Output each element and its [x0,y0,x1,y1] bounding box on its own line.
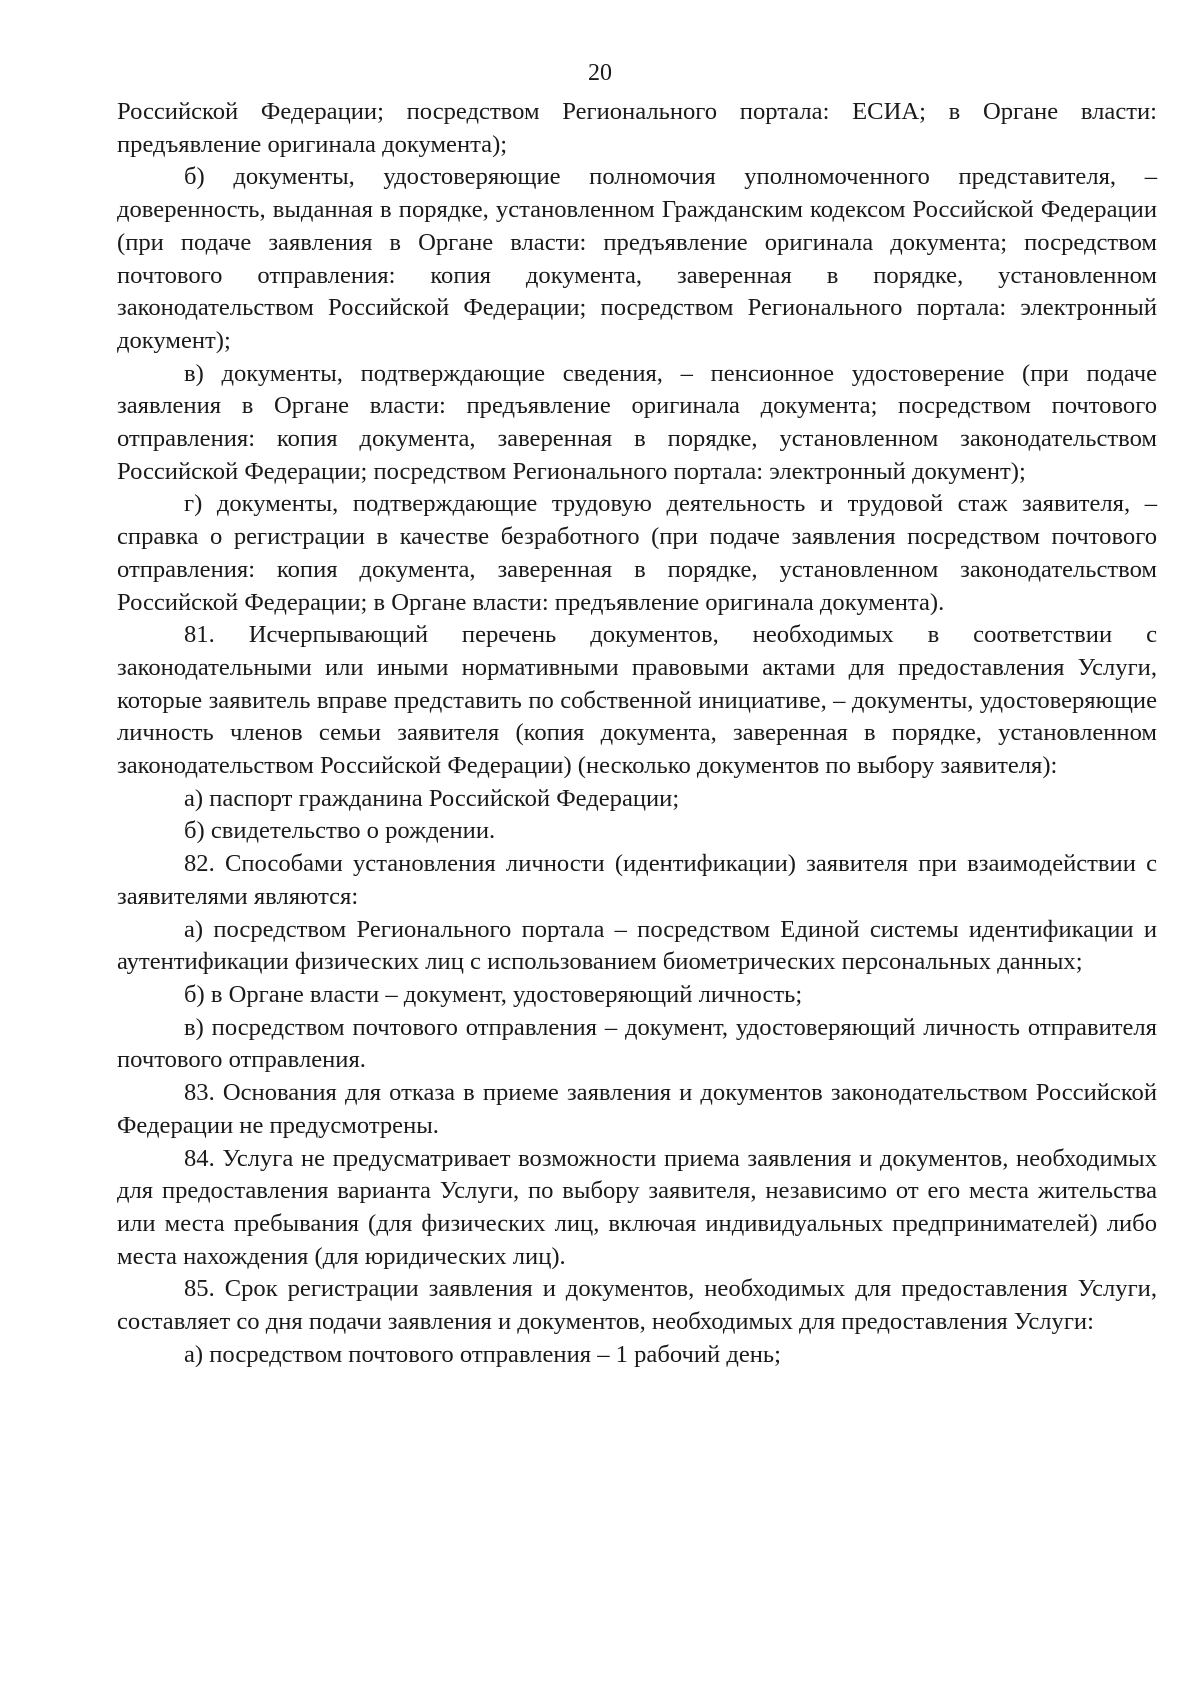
paragraph-item-g-employment-docs: г) документы, подтверждающие трудовую деятельность и трудовой стаж заявителя, – справка о регистрации в качестве безработного (при подаче заявления посредством почтового отправления: копия документа, заверенная в порядке, установленном законодательством Российской Федерации; в Органе власти: предъявление оригинала документа). [117,490,1157,616]
paragraph-item-v-pension-certificate: в) документы, подтверждающие сведения, – пенсионное удостоверение (при подаче заявления в Органе власти: предъявление оригинала документа; посредством почтового отправления: копия документа, заверенная в порядке, установленном законодательством Российской Федерации; посредством Регионального портала: электронный документ); [117,359,1157,485]
paragraph-81: 81. Исчерпывающий перечень документов, необходимых в соответствии с законодательными или иными нормативными правовыми актами для предоставления Услуги, которые заявитель вправе представить по собственной инициативе, – документы, удостоверяющие личность членов семьи заявителя (копия документа, заверенная в порядке, установленном законодательством Российской Федерации) (несколько документов по выбору заявителя): [117,621,1157,780]
paragraph-84: 84. Услуга не предусматривает возможности приема заявления и документов, необходимых для предоставления варианта Услуги, по выбору заявителя, независимо от его места жительства или места пребывания (для физических лиц, включая индивидуальных предпринимателей) либо места нахождения (для юридических лиц). [117,1144,1157,1270]
paragraph-81-item-a: а) паспорт гражданина Российской Федерации; [184,784,680,812]
paragraph-82-item-a: а) посредством Регионального портала – посредством Единой системы идентификации и аутентификации физических лиц с использованием биометрических персональных данных; [117,915,1157,976]
paragraph-83: 83. Основания для отказа в приеме заявления и документов законодательством Российской Федерации не предусмотрены. [117,1079,1157,1139]
paragraph-item-b-representative-docs: б) документы, удостоверяющие полномочия уполномоченного представителя, – доверенность, выданная в порядке, установленном Гражданским кодексом Российской Федерации (при подаче заявления в Органе власти: предъявление оригинала документа; посредством почтового отправления: копия документа, заверенная в порядке, установленном законодательством Российской Федерации; посредством Регионального портала: электронный документ); [117,163,1157,354]
paragraph-82: 82. Способами установления личности (идентификации) заявителя при взаимодействии с заявителями являются: [117,850,1157,910]
paragraph-82-item-v: в) посредством почтового отправления – документ, удостоверяющий личность отправителя почтового отправления. [117,1013,1157,1074]
paragraph-82-item-b: б) в Органе власти – документ, удостоверяющий личность; [184,980,803,1008]
paragraph-continuation: Российской Федерации; посредством Регионального портала: ЕСИА; в Органе власти: предъявление оригинала документа); [117,98,1157,158]
paragraph-81-item-b: б) свидетельство о рождении. [184,817,496,845]
page-number: 20 [588,60,612,86]
paragraph-85-item-a: а) посредством почтового отправления – 1 рабочий день; [184,1340,781,1368]
document-body [117,96,1157,1371]
paragraph-85: 85. Срок регистрации заявления и документов, необходимых для предоставления Услуги, составляет со дня подачи заявления и документов, необходимых для предоставления Услуги: [117,1275,1157,1336]
